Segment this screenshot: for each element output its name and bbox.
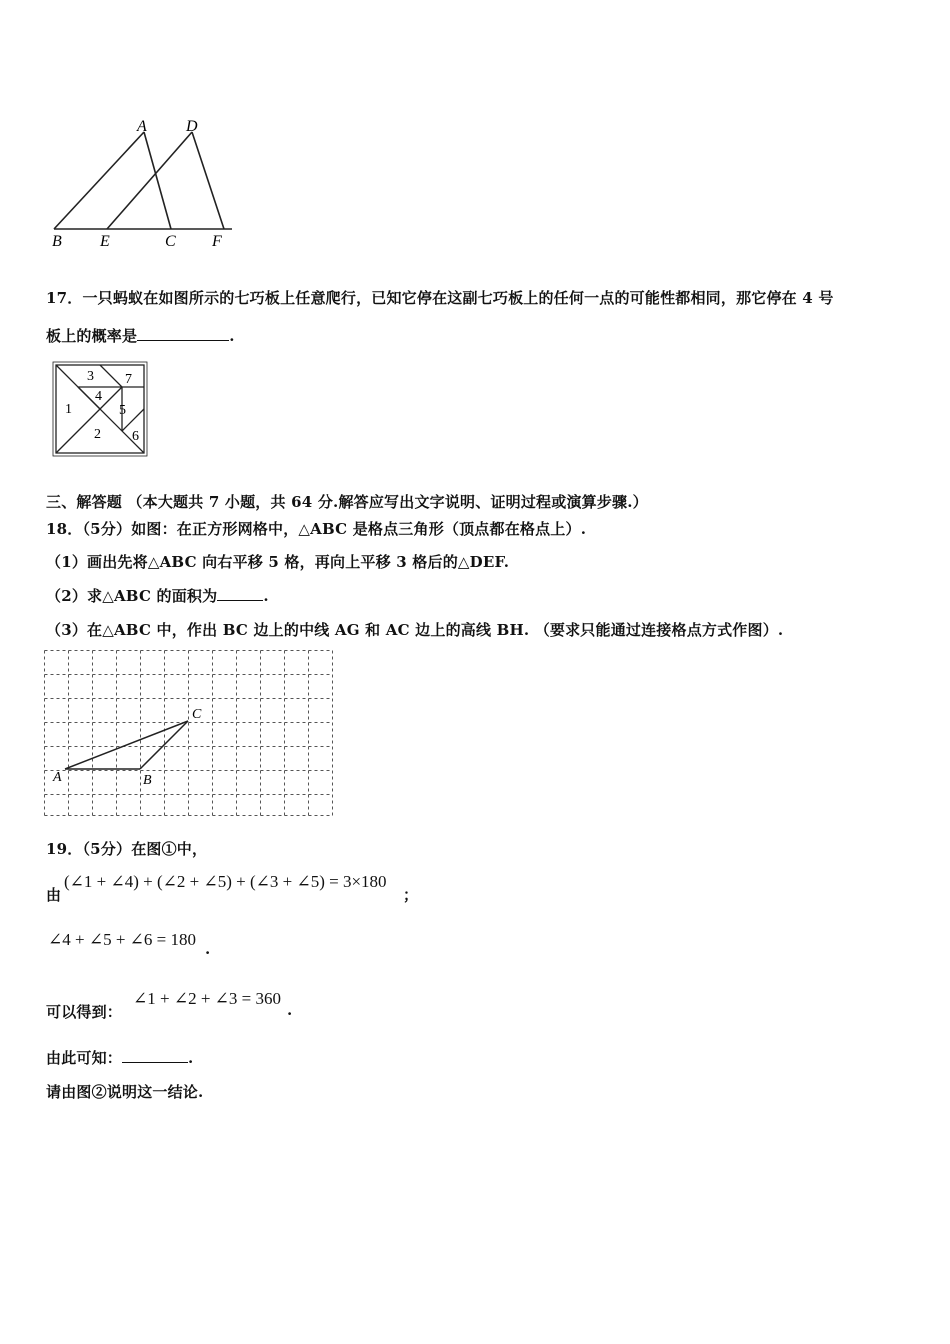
label-A: A (137, 118, 147, 135)
q19-conclude-text: 由此可知： (46, 1049, 123, 1067)
answer-blank-q18[interactable] (217, 586, 263, 601)
q19-can-get: 可以得到： (46, 1003, 123, 1021)
q18-part1: （1）画出先将△ABC 向右平移 5 格，再向上平移 3 格后的△DEF. (46, 553, 510, 571)
grid-label-C: C (192, 707, 202, 722)
label-F: F (212, 233, 222, 250)
tangram-label-3: 3 (87, 369, 94, 384)
label-D: D (186, 118, 198, 135)
answer-blank-q19[interactable] (122, 1048, 188, 1063)
label-E: E (100, 233, 110, 250)
label-C: C (165, 233, 176, 250)
q19-equation-3: ∠1 + ∠2 + ∠3 = 360 (133, 989, 281, 1008)
q19-equation-1: (∠1 + ∠4) + (∠2 + ∠5) + (∠3 + ∠5) = 3×180 (64, 872, 387, 891)
answer-blank-q17[interactable] (137, 326, 229, 341)
q18-part2-text: （2）求△ABC 的面积为 (46, 587, 218, 605)
q17-line2 (46, 325, 235, 346)
q18-part2 (46, 585, 269, 606)
q19-intro: 19．（5分）在图①中， (46, 840, 208, 858)
q18-part2-end: . (263, 587, 269, 605)
q17-line2-text: 板上的概率是 (46, 327, 138, 345)
tangram-label-5: 5 (119, 403, 126, 418)
tangram-label-1: 1 (65, 402, 72, 417)
square-grid-figure (44, 650, 334, 816)
q19-eq3-end: . (287, 1001, 293, 1019)
q19-equation-2: ∠4 + ∠5 + ∠6 = 180 (48, 930, 196, 949)
triangle-figure-q16 (40, 115, 250, 250)
tangram-label-4: 4 (95, 389, 102, 404)
q17-line1: 17．一只蚂蚁在如图所示的七巧板上任意爬行，已知它停在这副七巧板上的任何一点的可能性都相同，那它停在 4 号 (46, 289, 834, 307)
q17-end: . (229, 327, 235, 345)
q19-explain: 请由图②说明这一结论. (46, 1083, 204, 1101)
q19-conclude (46, 1047, 193, 1068)
q19-eq2-end: . (205, 940, 211, 958)
tangram-label-2: 2 (94, 427, 101, 442)
label-B: B (52, 233, 62, 250)
q18-part3: （3）在△ABC 中，作出 BC 边上的中线 AG 和 AC 边上的高线 BH. （要求只能通过连接格点方式作图）. (46, 621, 784, 639)
q19-conclude-end: . (188, 1049, 194, 1067)
tangram-figure (50, 360, 150, 460)
tangram-label-6: 6 (132, 429, 139, 444)
q19-eq1-end: ； (403, 886, 419, 904)
section3-title: 三、解答题 （本大题共 7 小题，共 64 分.解答应写出文字说明、证明过程或演算步骤.） (46, 493, 648, 511)
grid-label-B: B (143, 773, 152, 788)
grid-label-A: A (53, 770, 62, 785)
q19-from: 由 (46, 886, 62, 904)
tangram-label-7: 7 (125, 372, 132, 387)
q18-intro: 18．（5分）如图：在正方形网格中，△ABC 是格点三角形（顶点都在格点上）. (46, 520, 587, 538)
